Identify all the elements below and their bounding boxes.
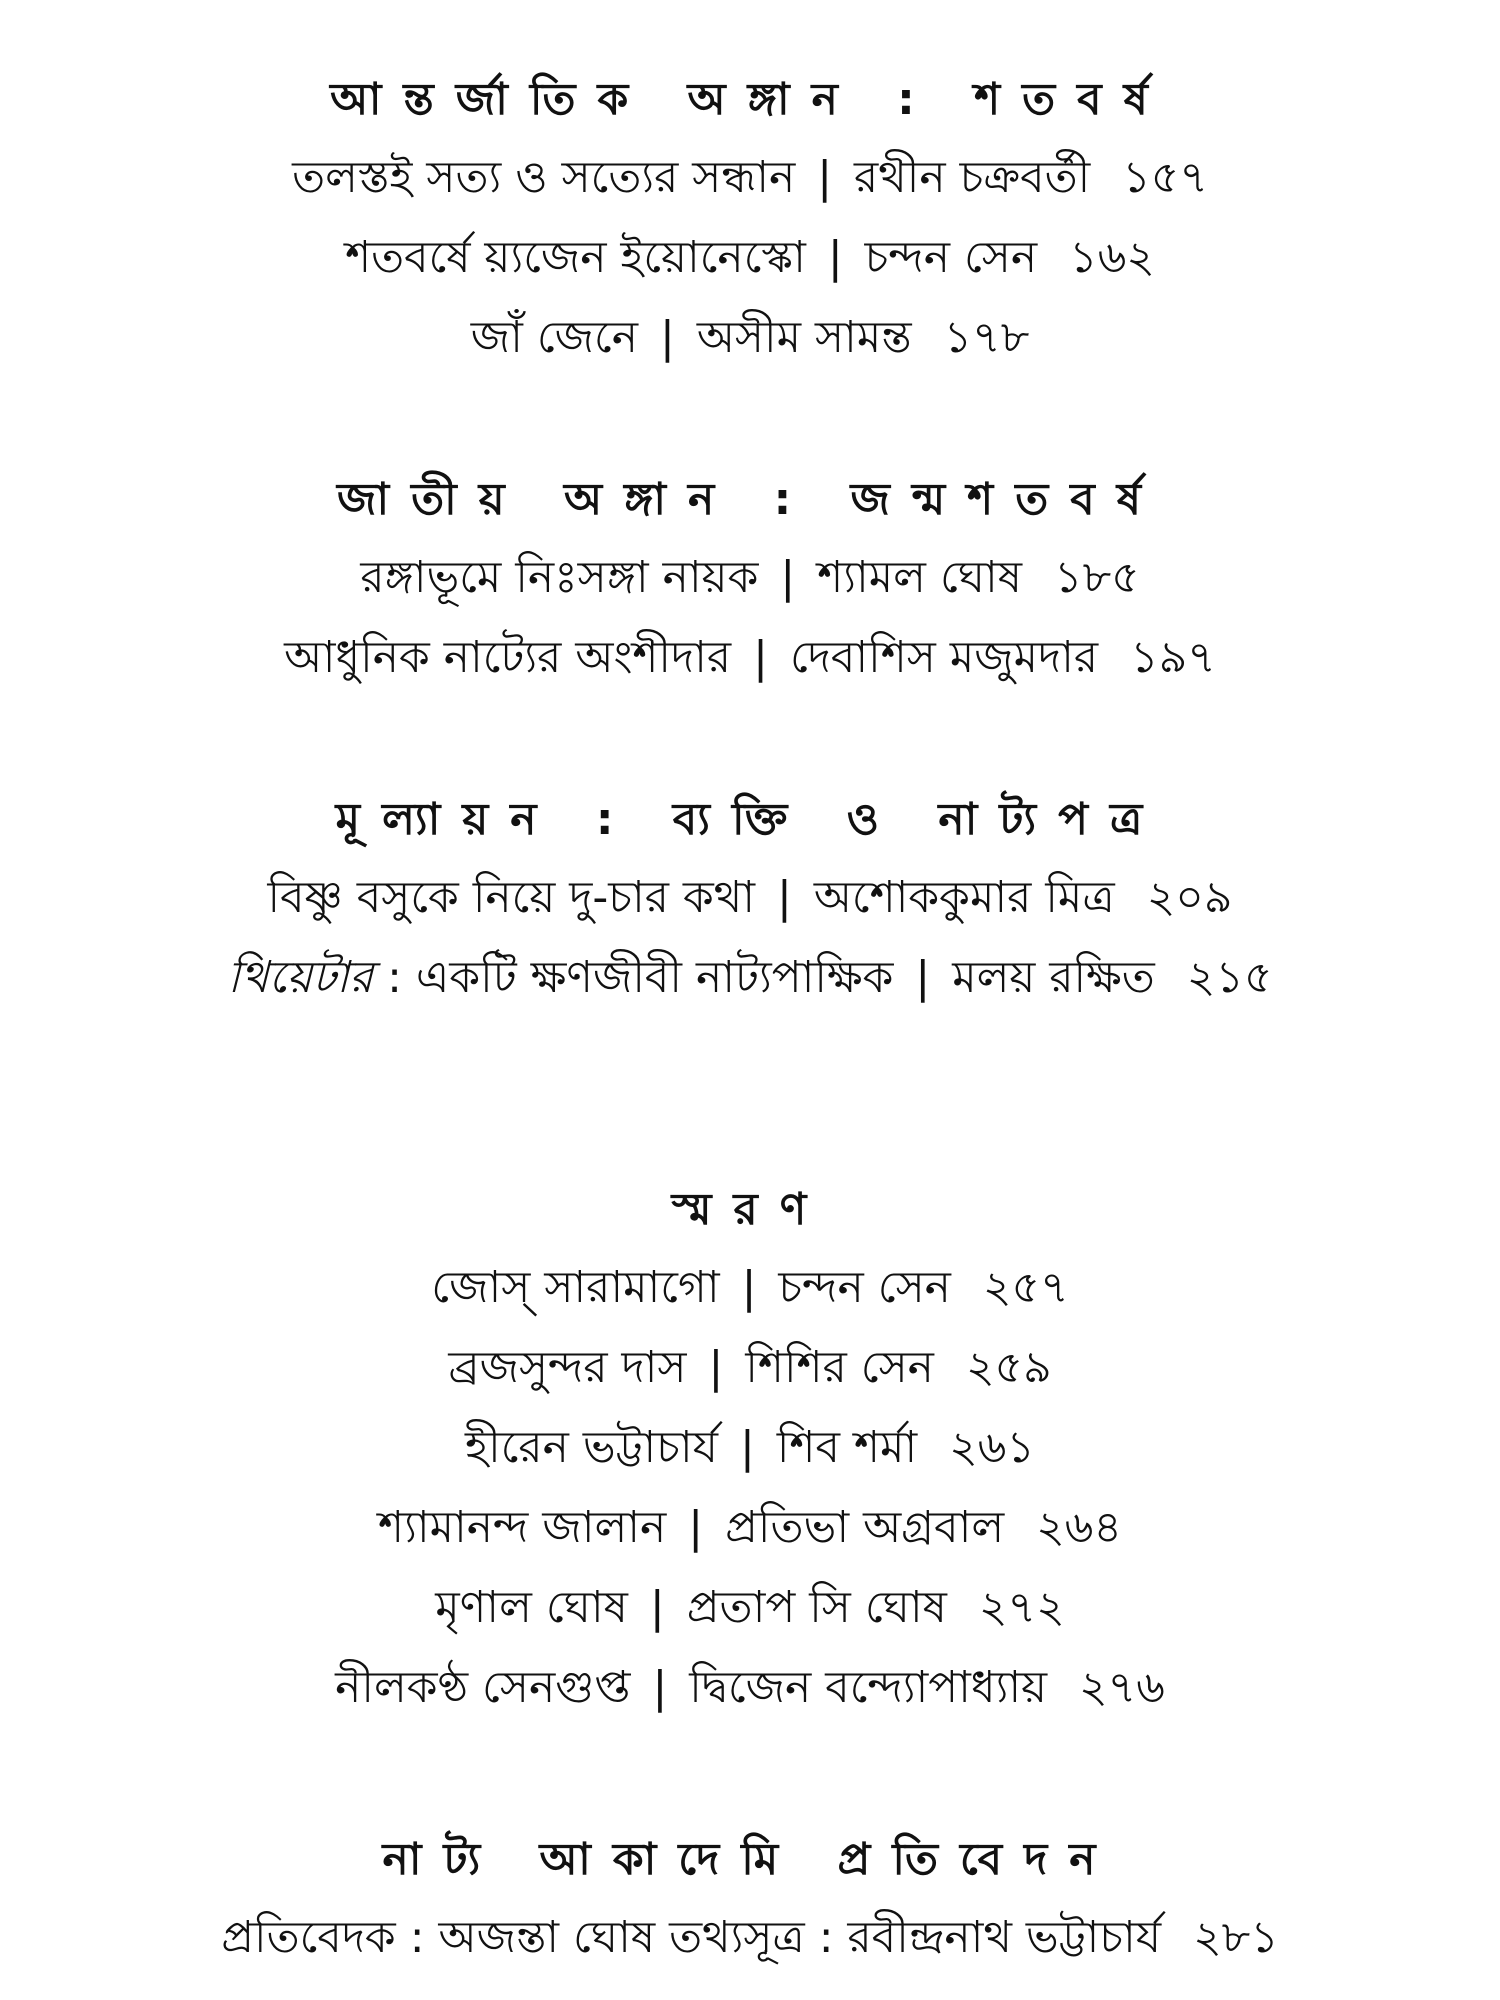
- entry-page-number: ২৭২: [978, 1582, 1065, 1633]
- entry-list: [0, 138, 1500, 378]
- separator: |: [776, 872, 792, 923]
- entry-page-number: ২৭৬: [1079, 1662, 1165, 1713]
- entry-list: [0, 858, 1500, 1018]
- entry-title: হীরেন ভট্টাচার্য: [465, 1422, 719, 1473]
- entry-title: : একটি ক্ষণজীবী নাট্যপাক্ষিক: [387, 952, 894, 1003]
- entry-author: প্রতাপ সি ঘোষ: [686, 1582, 947, 1633]
- entry-author: চন্দন সেন: [864, 232, 1038, 283]
- toc-entry: [0, 1568, 1500, 1648]
- toc-entry: [0, 1408, 1500, 1488]
- entry-page-number: ১৯৭: [1130, 632, 1216, 683]
- section-academy-report: [0, 1830, 1500, 1978]
- entry-author: শিশির সেন: [745, 1342, 934, 1393]
- toc-entry: [0, 538, 1500, 618]
- section-national-centenary: [0, 470, 1500, 698]
- section-evaluation: [0, 790, 1500, 1018]
- entry-title: ব্রজসুন্দর দাস: [448, 1342, 687, 1393]
- entry-page-number: ১৭৮: [943, 312, 1030, 363]
- entry-list: [0, 538, 1500, 698]
- entry-list: [0, 1248, 1500, 1728]
- separator: |: [652, 1662, 668, 1713]
- entry-full-text: প্রতিবেদক : অজন্তা ঘোষ তথ্যসূত্র : রবীন্দ্রনাথ ভট্টাচার্য: [221, 1912, 1162, 1963]
- entry-page-number: ১৮৫: [1054, 552, 1140, 603]
- toc-entry: [0, 1648, 1500, 1728]
- entry-page-number: ২৫৯: [965, 1342, 1052, 1393]
- entry-title: বিষ্ণু বসুকে নিয়ে দু-চার কথা: [267, 872, 755, 923]
- toc-entry: [0, 138, 1500, 218]
- entry-author: রথীন চক্রবর্তী: [854, 152, 1091, 203]
- entry-author: অসীম সামন্ত: [696, 312, 912, 363]
- entry-page-number: ২৬৪: [1036, 1502, 1122, 1553]
- separator: |: [740, 1422, 755, 1473]
- entry-author: দেবাশিস মজুমদার: [789, 632, 1099, 683]
- entry-title: জাঁ জেনে: [470, 312, 638, 363]
- entry-page-number: ১৬২: [1069, 232, 1155, 283]
- entry-list: [0, 1898, 1500, 1978]
- toc-entry: [0, 1328, 1500, 1408]
- entry-title: নীলকণ্ঠ সেনগুপ্ত: [335, 1662, 631, 1713]
- entry-page-number: ২৬১: [949, 1422, 1035, 1473]
- entry-page-number: ২১৫: [1186, 952, 1273, 1003]
- entry-page-number: ২৫৭: [982, 1262, 1069, 1313]
- toc-entry: [0, 938, 1500, 1018]
- toc-entry: [0, 618, 1500, 698]
- separator: |: [780, 552, 796, 603]
- section-remembrance: [0, 1180, 1500, 1728]
- section-international-centenary: [0, 70, 1500, 378]
- entry-author: অশোককুমার মিত্র: [813, 872, 1115, 923]
- section-heading: আন্তর্জাতিক অঙ্গান : শতবর্ষ: [330, 74, 1170, 125]
- toc-entry: [0, 1488, 1500, 1568]
- separator: |: [659, 312, 675, 363]
- entry-title: শতবর্ষে য়্যজেন ইয়োনেস্কো: [345, 232, 806, 283]
- section-heading: নাট্য আকাদেমি প্রতিবেদন: [382, 1834, 1118, 1885]
- entry-page-number: ২৮১: [1193, 1912, 1279, 1963]
- entry-author: শিব শর্মা: [776, 1422, 918, 1473]
- toc-entry: [0, 1898, 1500, 1978]
- entry-page-number: ২০৯: [1146, 872, 1233, 923]
- entry-title: তলস্তই সত্য ও সত্যের সন্ধান: [292, 152, 796, 203]
- entry-author: মলয় রক্ষিত: [952, 952, 1155, 1003]
- separator: |: [741, 1262, 757, 1313]
- separator: |: [753, 632, 768, 683]
- section-heading: জাতীয় অঙ্গান : জন্মশতবর্ষ: [337, 474, 1163, 525]
- entry-author: দ্বিজেন বন্দ্যোপাধ্যায়: [689, 1662, 1048, 1713]
- entry-title: শ্যামানন্দ জালান: [378, 1502, 667, 1553]
- entry-title: রঙ্গাভূমে নিঃসঙ্গা নায়ক: [360, 552, 759, 603]
- separator: |: [708, 1342, 724, 1393]
- section-heading: মূল্যায়ন : ব্যক্তি ও নাট্যপত্র: [335, 794, 1165, 845]
- toc-entry: [0, 218, 1500, 298]
- separator: |: [649, 1582, 665, 1633]
- separator: |: [915, 952, 931, 1003]
- toc-entry: [0, 858, 1500, 938]
- separator: |: [688, 1502, 704, 1553]
- toc-entry: [0, 298, 1500, 378]
- entry-page-number: ১৫৭: [1122, 152, 1208, 203]
- entry-title: আধুনিক নাট্যের অংশীদার: [284, 632, 732, 683]
- separator: |: [827, 232, 843, 283]
- entry-author: চন্দন সেন: [778, 1262, 951, 1313]
- section-heading: স্মরণ: [671, 1184, 829, 1235]
- entry-italic-prefix: থিয়েটার: [227, 952, 374, 1003]
- toc-entry: [0, 1248, 1500, 1328]
- entry-title: জোস্ সারামাগো: [431, 1262, 720, 1313]
- entry-author: প্রতিভা অগ্রবাল: [725, 1502, 1005, 1553]
- entry-author: শ্যামল ঘোষ: [817, 552, 1023, 603]
- separator: |: [817, 152, 833, 203]
- entry-title: মৃণাল ঘোষ: [435, 1582, 628, 1633]
